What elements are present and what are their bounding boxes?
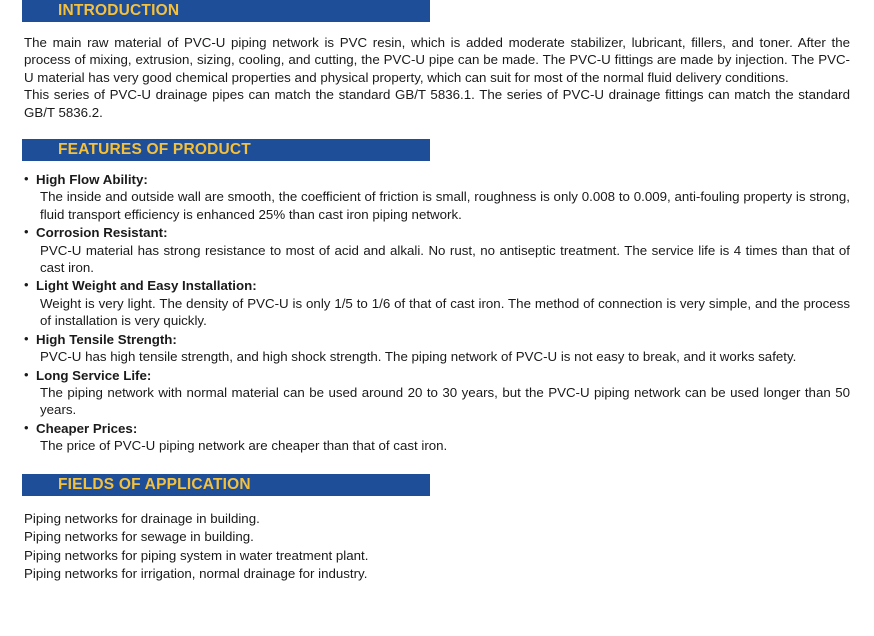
section-header-introduction: INTRODUCTION [22, 0, 430, 22]
spacer [0, 456, 874, 474]
spacer [24, 496, 850, 510]
list-item: Piping networks for piping system in water treatment plant. [24, 547, 369, 563]
bullet-icon: • [24, 277, 29, 293]
applications-body [0, 496, 874, 584]
bullet-icon: • [24, 419, 29, 435]
introduction-paragraph: The main raw material of PVC-U piping network is PVC resin, which is added moderate stabilizer, lubricant, fillers, and toner. After the process of mixing, extrusion, sizing, cooling, and cutting, the PVC-U pipe can be made. The PVC-U fittings are made by injection. The PVC-U material has very good chemical properties and physical property, which can suit for most of the normal fluid delivery conditions. [24, 35, 850, 85]
spacer [0, 121, 874, 139]
list-item: Piping networks for sewage in building. [24, 529, 254, 545]
feature-title: Long Service Life: [36, 367, 152, 383]
feature-description: The inside and outside wall are smooth, the coefficient of friction is small, roughness is only 0.008 to 0.009, anti-fouling property is strong, fluid transport efficiency is enhanced 25% than cast iron piping network. [40, 189, 850, 222]
bullet-icon: • [24, 366, 29, 382]
list-item: Piping networks for irrigation, normal drainage for industry. [24, 566, 368, 582]
feature-description: The piping network with normal material can be used around 20 to 30 years, but the PVC-U piping network can be used longer than 50 years. [40, 384, 850, 418]
section-header-applications: FIELDS OF APPLICATION [22, 474, 430, 496]
features-body [0, 161, 874, 455]
feature-title: High Flow Ability: [36, 172, 148, 188]
bullet-icon: • [24, 330, 29, 346]
list-item [24, 367, 850, 419]
introduction-body [0, 34, 874, 121]
spacer [24, 161, 850, 171]
feature-title: High Tensile Strength: [36, 331, 177, 347]
section-header-features: FEATURES OF PRODUCT [22, 139, 430, 161]
feature-description: PVC-U material has strong resistance to most of acid and alkali. No rust, no antiseptic treatment. The service life is 4 times than that of cast iron. [40, 242, 850, 276]
feature-title: Cheaper Prices: [36, 420, 138, 436]
bullet-icon: • [24, 171, 29, 187]
list-item [24, 224, 850, 276]
feature-description: PVC-U has high tensile strength, and high shock strength. The piping network of PVC-U is not easy to break, and it works safety. [40, 349, 797, 365]
bullet-icon: • [24, 224, 29, 240]
introduction-paragraph: This series of PVC-U drainage pipes can match the standard GB/T 5836.1. The series of PVC-U drainage fittings can match the standard GB/T 5836.2. [24, 87, 850, 120]
features-list [24, 171, 850, 455]
applications-list [24, 510, 850, 584]
list-item [24, 331, 850, 366]
list-item [24, 171, 850, 223]
feature-description: The price of PVC-U piping network are cheaper than that of cast iron. [40, 438, 448, 454]
feature-title: Light Weight and Easy Installation: [36, 278, 257, 294]
list-item: Piping networks for drainage in building. [24, 510, 260, 526]
feature-title: Corrosion Resistant: [36, 225, 168, 241]
list-item [24, 277, 850, 329]
feature-description: Weight is very light. The density of PVC-U is only 1/5 to 1/6 of that of cast iron. The method of connection is very simple, and the process of installation is very quickly. [40, 295, 850, 329]
list-item [24, 420, 850, 455]
